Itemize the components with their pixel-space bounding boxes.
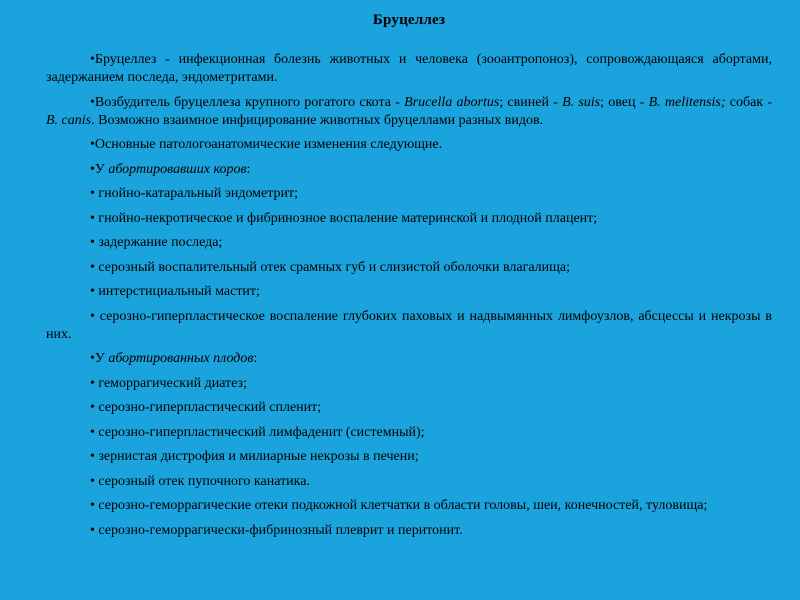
species-brucella-abortus: Brucella abortus — [404, 94, 500, 110]
list-item: • серозно-гиперпластический спленит; — [90, 400, 322, 415]
list-item: • серозный воспалительный отек срамных губ и слизистой оболочки влагалища; — [90, 259, 571, 275]
paragraph-pathogen — [46, 94, 772, 130]
list-item: • геморрагический диатез; — [90, 375, 247, 391]
heading-aborted-cows — [46, 161, 772, 179]
heading-fetuses-prefix: •У — [90, 351, 109, 366]
list-item: • интерстициальный мастит; — [90, 284, 260, 299]
pathogen-text-5: . Возможно взаимное инфицирование животных бруцеллами разных видов. — [91, 112, 544, 128]
heading-cows-prefix: •У — [90, 161, 109, 177]
heading-fetuses-italic: абортированных плодов — [108, 351, 254, 366]
heading-cows-italic: абортировавших коров — [108, 161, 247, 177]
list-item: • гнойно-катаральный эндометрит; — [90, 186, 299, 201]
paragraph-changes-intro: •Основные патологоанатомические изменения следующие. — [90, 137, 443, 152]
pathogen-text-1: •Возбудитель бруцеллеза крупного рогатого скота - — [90, 94, 405, 110]
paragraph-definition: •Бруцеллез - инфекционная болезнь животных и человека (зооантропоноз), сопровождающаяся абортами, задержанием последа, эндометритами. — [46, 52, 772, 85]
list-item: • серозно-геморрагические отеки подкожной клетчатки в области головы, шеи, конечностей, туловища; — [90, 498, 708, 513]
heading-cows-suffix: : — [246, 161, 251, 177]
slide-title: Бруцеллез — [372, 12, 446, 28]
pathogen-text-3: ; овец - — [600, 94, 649, 110]
heading-fetuses-suffix: : — [253, 351, 258, 366]
species-b-canis: B. canis — [46, 112, 92, 128]
pathogen-text-2: ; свиней - — [499, 94, 563, 110]
species-b-melitensis: B. melitensis; — [648, 94, 726, 110]
list-item: • зернистая дистрофия и милиарные некрозы в печени; — [90, 449, 419, 464]
list-item: • задержание последа; — [90, 235, 223, 250]
list-item: • серозно-геморрагически-фибринозный плеврит и перитонит. — [90, 522, 463, 538]
species-b-suis: B. suis — [562, 94, 601, 110]
list-item: • серозно-гиперпластическое воспаление глубоких паховых и надвымянных лимфоузлов, абсцессы и некрозы в них. — [46, 308, 772, 342]
list-item: • серозный отек пупочного канатика. — [90, 473, 310, 489]
heading-aborted-fetuses — [46, 350, 772, 368]
pathogen-text-4: собак - — [725, 94, 772, 110]
list-item: • серозно-гиперпластический лимфаденит (системный); — [90, 424, 425, 440]
list-item: • гнойно-некротическое и фибринозное воспаление материнской и плодной плацент; — [90, 210, 598, 226]
